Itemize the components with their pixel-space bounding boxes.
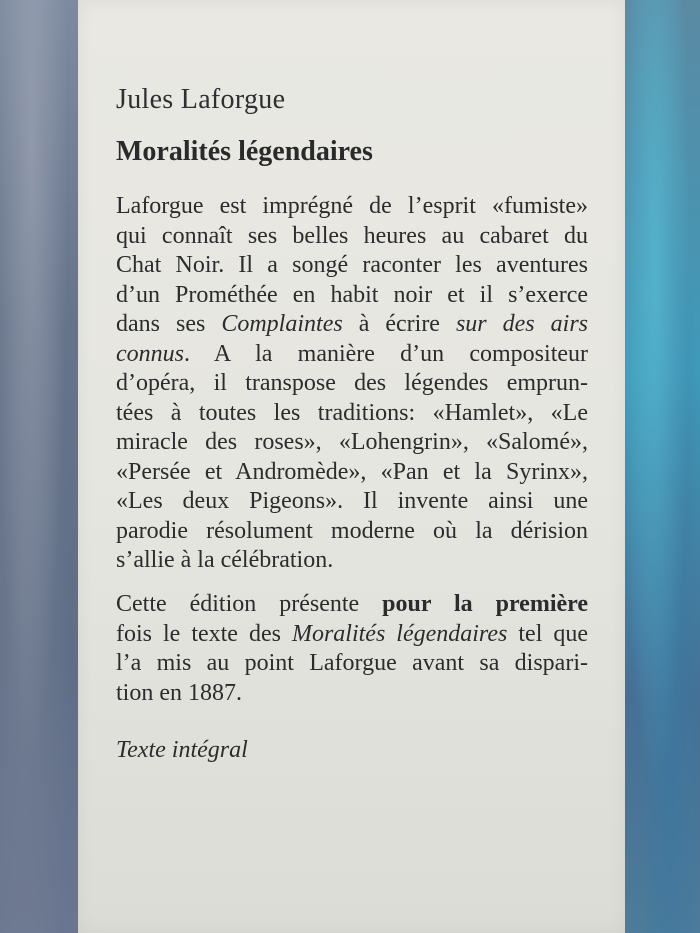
- text-fragment: à écrire: [342, 311, 456, 337]
- author-name: Jules Laforgue: [116, 84, 286, 115]
- italic-work-title: Moralités légendaires: [291, 620, 508, 647]
- italic-phrase: sur des airs: [455, 311, 588, 337]
- text-line: «Les deux Pigeons». Il invente ainsi une: [116, 488, 588, 514]
- text-line: qui connaît ses belles heures au cabaret du: [116, 222, 588, 249]
- text-line: [116, 620, 588, 650]
- integral-text-note: Texte intégral: [116, 737, 248, 763]
- back-cover-panel: [78, 0, 625, 933]
- text-line: d’opéra, il transpose des légendes emprun-: [116, 370, 588, 396]
- italic-work-title: Complaintes: [221, 311, 343, 337]
- text-line: [116, 310, 588, 340]
- background-painting-left: [0, 0, 78, 933]
- text-line: [116, 590, 588, 620]
- text-line: [116, 340, 588, 370]
- bold-phrase: pour la première: [382, 591, 589, 617]
- text-fragment: tel que: [507, 620, 589, 647]
- edition-paragraph: [116, 590, 588, 708]
- text-line: «Persée et Andromède», «Pan et la Syrinx»,: [116, 458, 588, 485]
- text-line: Laforgue est imprégné de l’esprit «fumiste»: [116, 193, 588, 219]
- text-fragment: fois le texte des: [116, 620, 292, 647]
- text-line: tées à toutes les traditions: «Hamlet», «Le: [116, 399, 588, 426]
- text-line: tion en 1887.: [116, 679, 242, 706]
- italic-phrase: connus: [116, 340, 184, 367]
- text-fragment: Cette édition présente: [116, 591, 383, 617]
- text-line: parodie résolument moderne où la dérision: [116, 517, 588, 544]
- text-line: Chat Noir. Il a songé raconter les aventures: [116, 252, 588, 278]
- text-line: s’allie à la célébration.: [116, 547, 334, 573]
- text-line: l’a mis au point Laforgue avant sa dispari-: [116, 650, 588, 676]
- text-fragment: dans ses: [116, 311, 222, 337]
- book-title: Moralités légendaires: [116, 136, 373, 167]
- background-painting-right: [625, 0, 700, 933]
- text-line: miracle des roses», «Lohengrin», «Salomé»,: [116, 429, 588, 455]
- text-fragment: . A la manière d’un compositeur: [184, 340, 588, 367]
- text-line: d’un Prométhée en habit noir et il s’exerce: [116, 281, 588, 308]
- description-paragraph: [116, 192, 588, 576]
